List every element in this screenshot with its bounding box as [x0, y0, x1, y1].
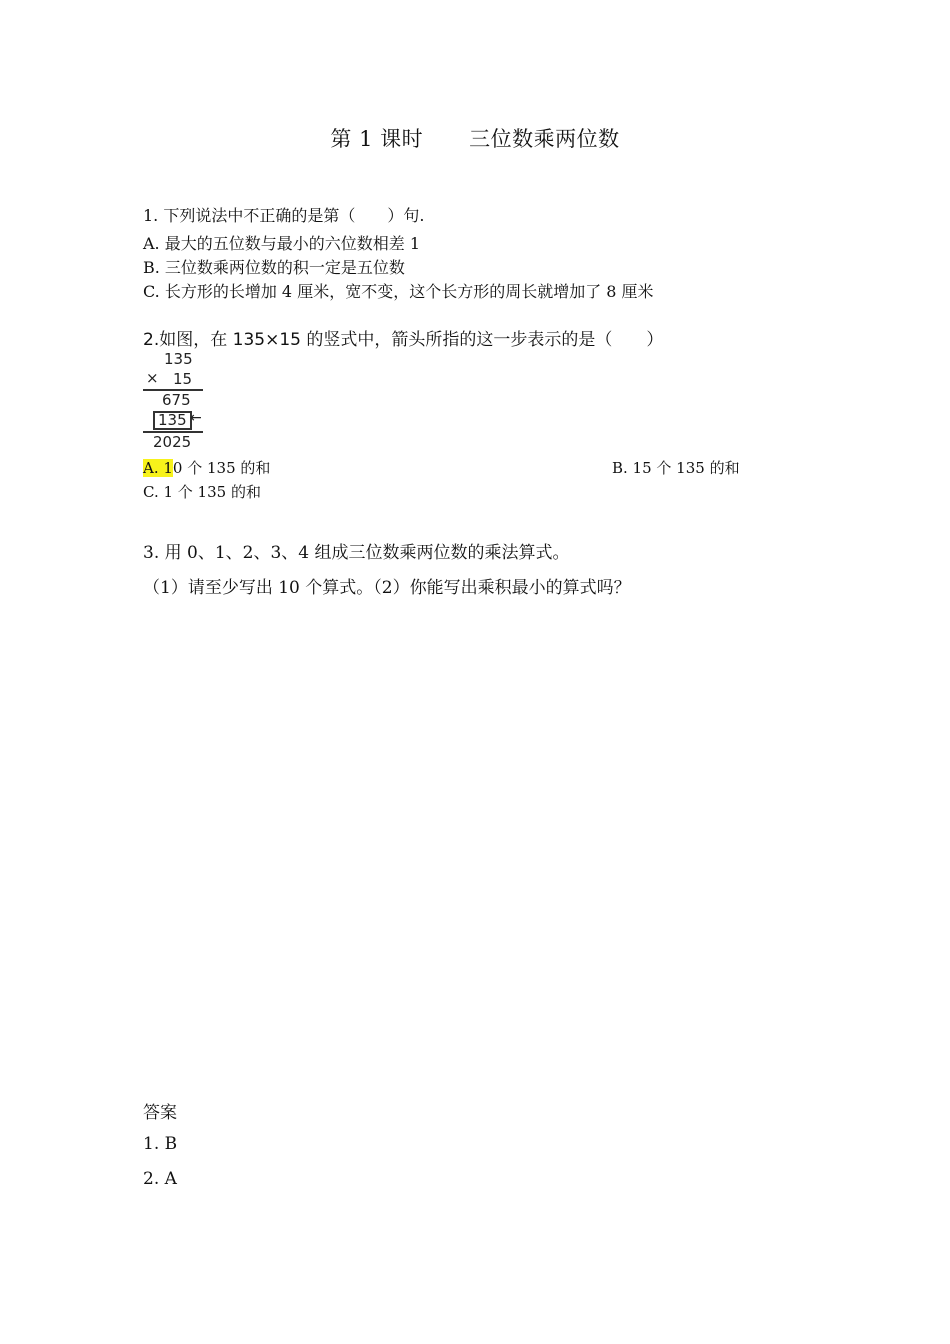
lesson-topic: 三位数乘两位数	[469, 127, 620, 151]
calc-multiplier: 15	[173, 370, 193, 388]
answer-item: 1. B	[143, 1134, 178, 1154]
arrow-icon: ←	[190, 410, 202, 426]
calc-result: 2025	[153, 433, 192, 451]
q2-stem: 2.如图，在 135×15 的竖式中，箭头所指的这一步表示的是（ ）	[143, 330, 664, 350]
q2-option-a-text: 0 个 135 的和	[172, 459, 271, 477]
calc-multiplicand: 135	[164, 350, 193, 368]
q1-option-b: B. 三位数乘两位数的积一定是五位数	[143, 258, 405, 277]
q1-stem: 1. 下列说法中不正确的是第（ ）句.	[143, 206, 425, 225]
q2-option-b: B. 15 个 135 的和	[612, 459, 740, 477]
vertical-multiplication-figure	[143, 350, 207, 452]
q1-option-a: A. 最大的五位数与最小的六位数相差 1	[143, 234, 420, 253]
q3-stem: 3. 用 0、1、2、3、4 组成三位数乘两位数的乘法算式。	[143, 543, 570, 563]
calc-partial-1: 675	[162, 391, 191, 409]
answer-heading: 答案	[143, 1103, 177, 1123]
q2-option-a	[143, 457, 270, 478]
q3-subquestions: （1）请至少写出 10 个算式。（2）你能写出乘积最小的算式吗？	[143, 578, 631, 598]
answer-item: 2. A	[143, 1169, 177, 1189]
q1-option-c: C. 长方形的长增加 4 厘米，宽不变，这个长方形的周长就增加了 8 厘米	[143, 282, 654, 301]
q2-option-c: C. 1 个 135 的和	[143, 483, 261, 501]
answer-highlight: A. 1	[143, 459, 173, 477]
calc-operator: ×	[146, 369, 159, 387]
page-title	[0, 123, 950, 153]
lesson-number: 第 1 课时	[330, 127, 424, 151]
calc-partial-2-boxed: 135	[153, 411, 192, 430]
